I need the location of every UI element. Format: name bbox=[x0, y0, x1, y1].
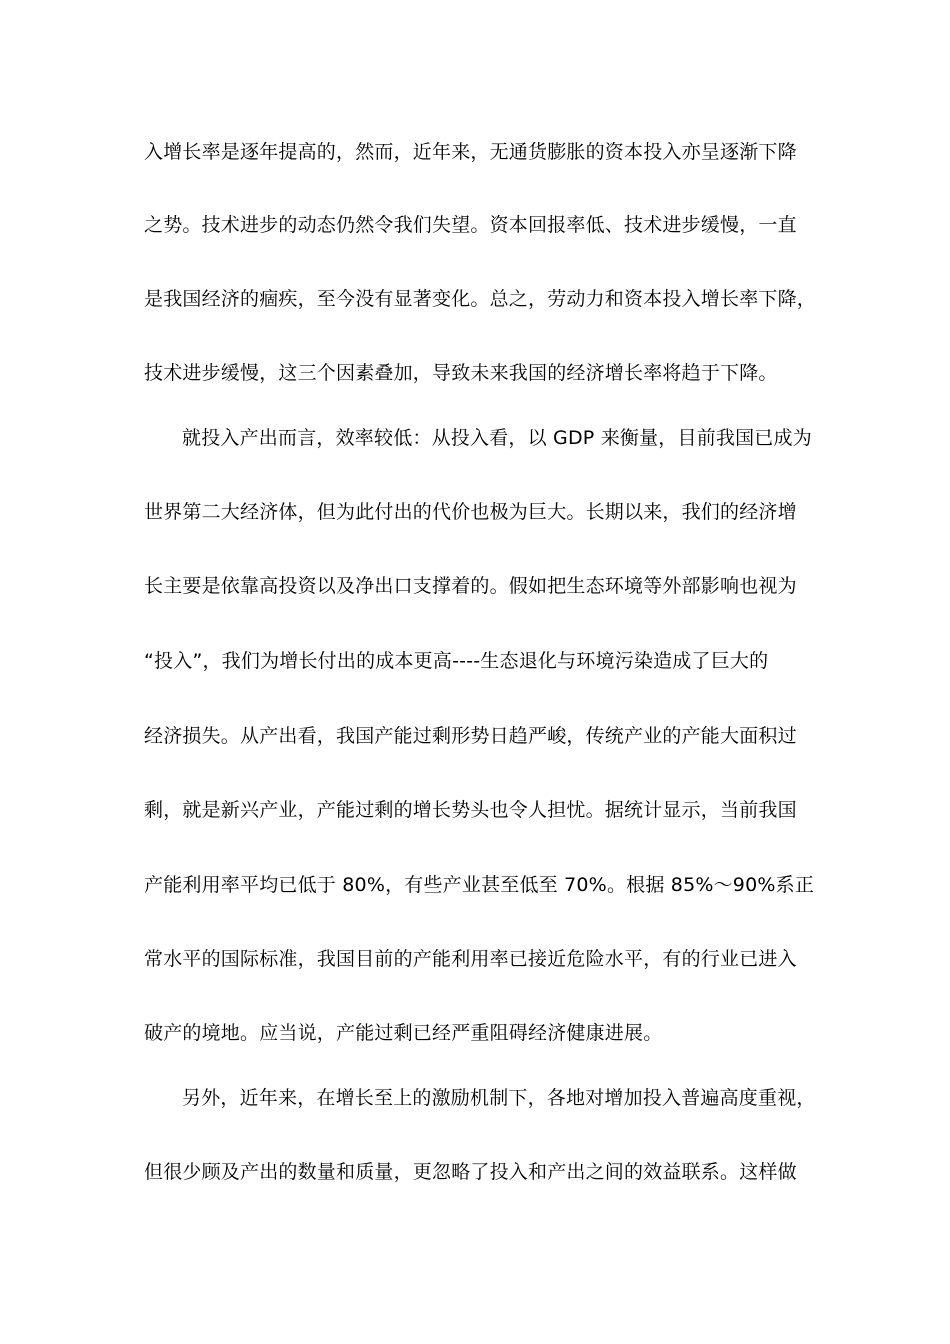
text-line: 是我国经济的痼疾，至今没有显著变化。总之，劳动力和资本投入增长率下降， bbox=[144, 288, 817, 310]
text-line: “投入”，我们为增长付出的成本更高----生态退化与环境污染造成了巨大的 bbox=[144, 650, 769, 672]
paragraph-start-line: 就投入产出而言，效率较低：从投入看，以 GDP 来衡量，目前我国已成为 bbox=[182, 427, 812, 449]
text-line: 破产的境地。应当说，产能过剩已经严重阻碍经济健康进展。 bbox=[144, 1022, 663, 1044]
text-line: 世界第二大经济体，但为此付出的代价也极为巨大。长期以来，我们的经济增 bbox=[144, 501, 797, 523]
text-line: 长主要是依靠高投资以及净出口支撑着的。假如把生态环境等外部影响也视为 bbox=[144, 575, 797, 597]
text-line: 剩，就是新兴产业，产能过剩的增长势头也令人担忧。据统计显示，当前我国 bbox=[144, 799, 797, 821]
paragraph-start-line: 另外，近年来，在增长至上的激励机制下，各地对增加投入普遍高度重视， bbox=[182, 1087, 816, 1109]
text-line: 但很少顾及产出的数量和质量，更忽略了投入和产出之间的效益联系。这样做 bbox=[144, 1161, 797, 1183]
text-line: 经济损失。从产出看，我国产能过剩形势日趋严峻，传统产业的产能大面积过 bbox=[144, 725, 797, 747]
text-line: 产能利用率平均已低于 80%，有些产业甚至低至 70%。根据 85%～90%系正 bbox=[144, 874, 815, 896]
text-line: 常水平的国际标准，我国目前的产能利用率已接近危险水平，有的行业已进入 bbox=[144, 948, 797, 970]
text-line: 技术进步缓慢，这三个因素叠加，导致未来我国的经济增长率将趋于下降。 bbox=[144, 362, 778, 384]
text-line: 之势。技术进步的动态仍然令我们失望。资本回报率低、技术进步缓慢，一直 bbox=[144, 214, 797, 236]
text-line: 入增长率是逐年提高的，然而，近年来，无通货膨胀的资本投入亦呈逐渐下降 bbox=[144, 141, 797, 163]
